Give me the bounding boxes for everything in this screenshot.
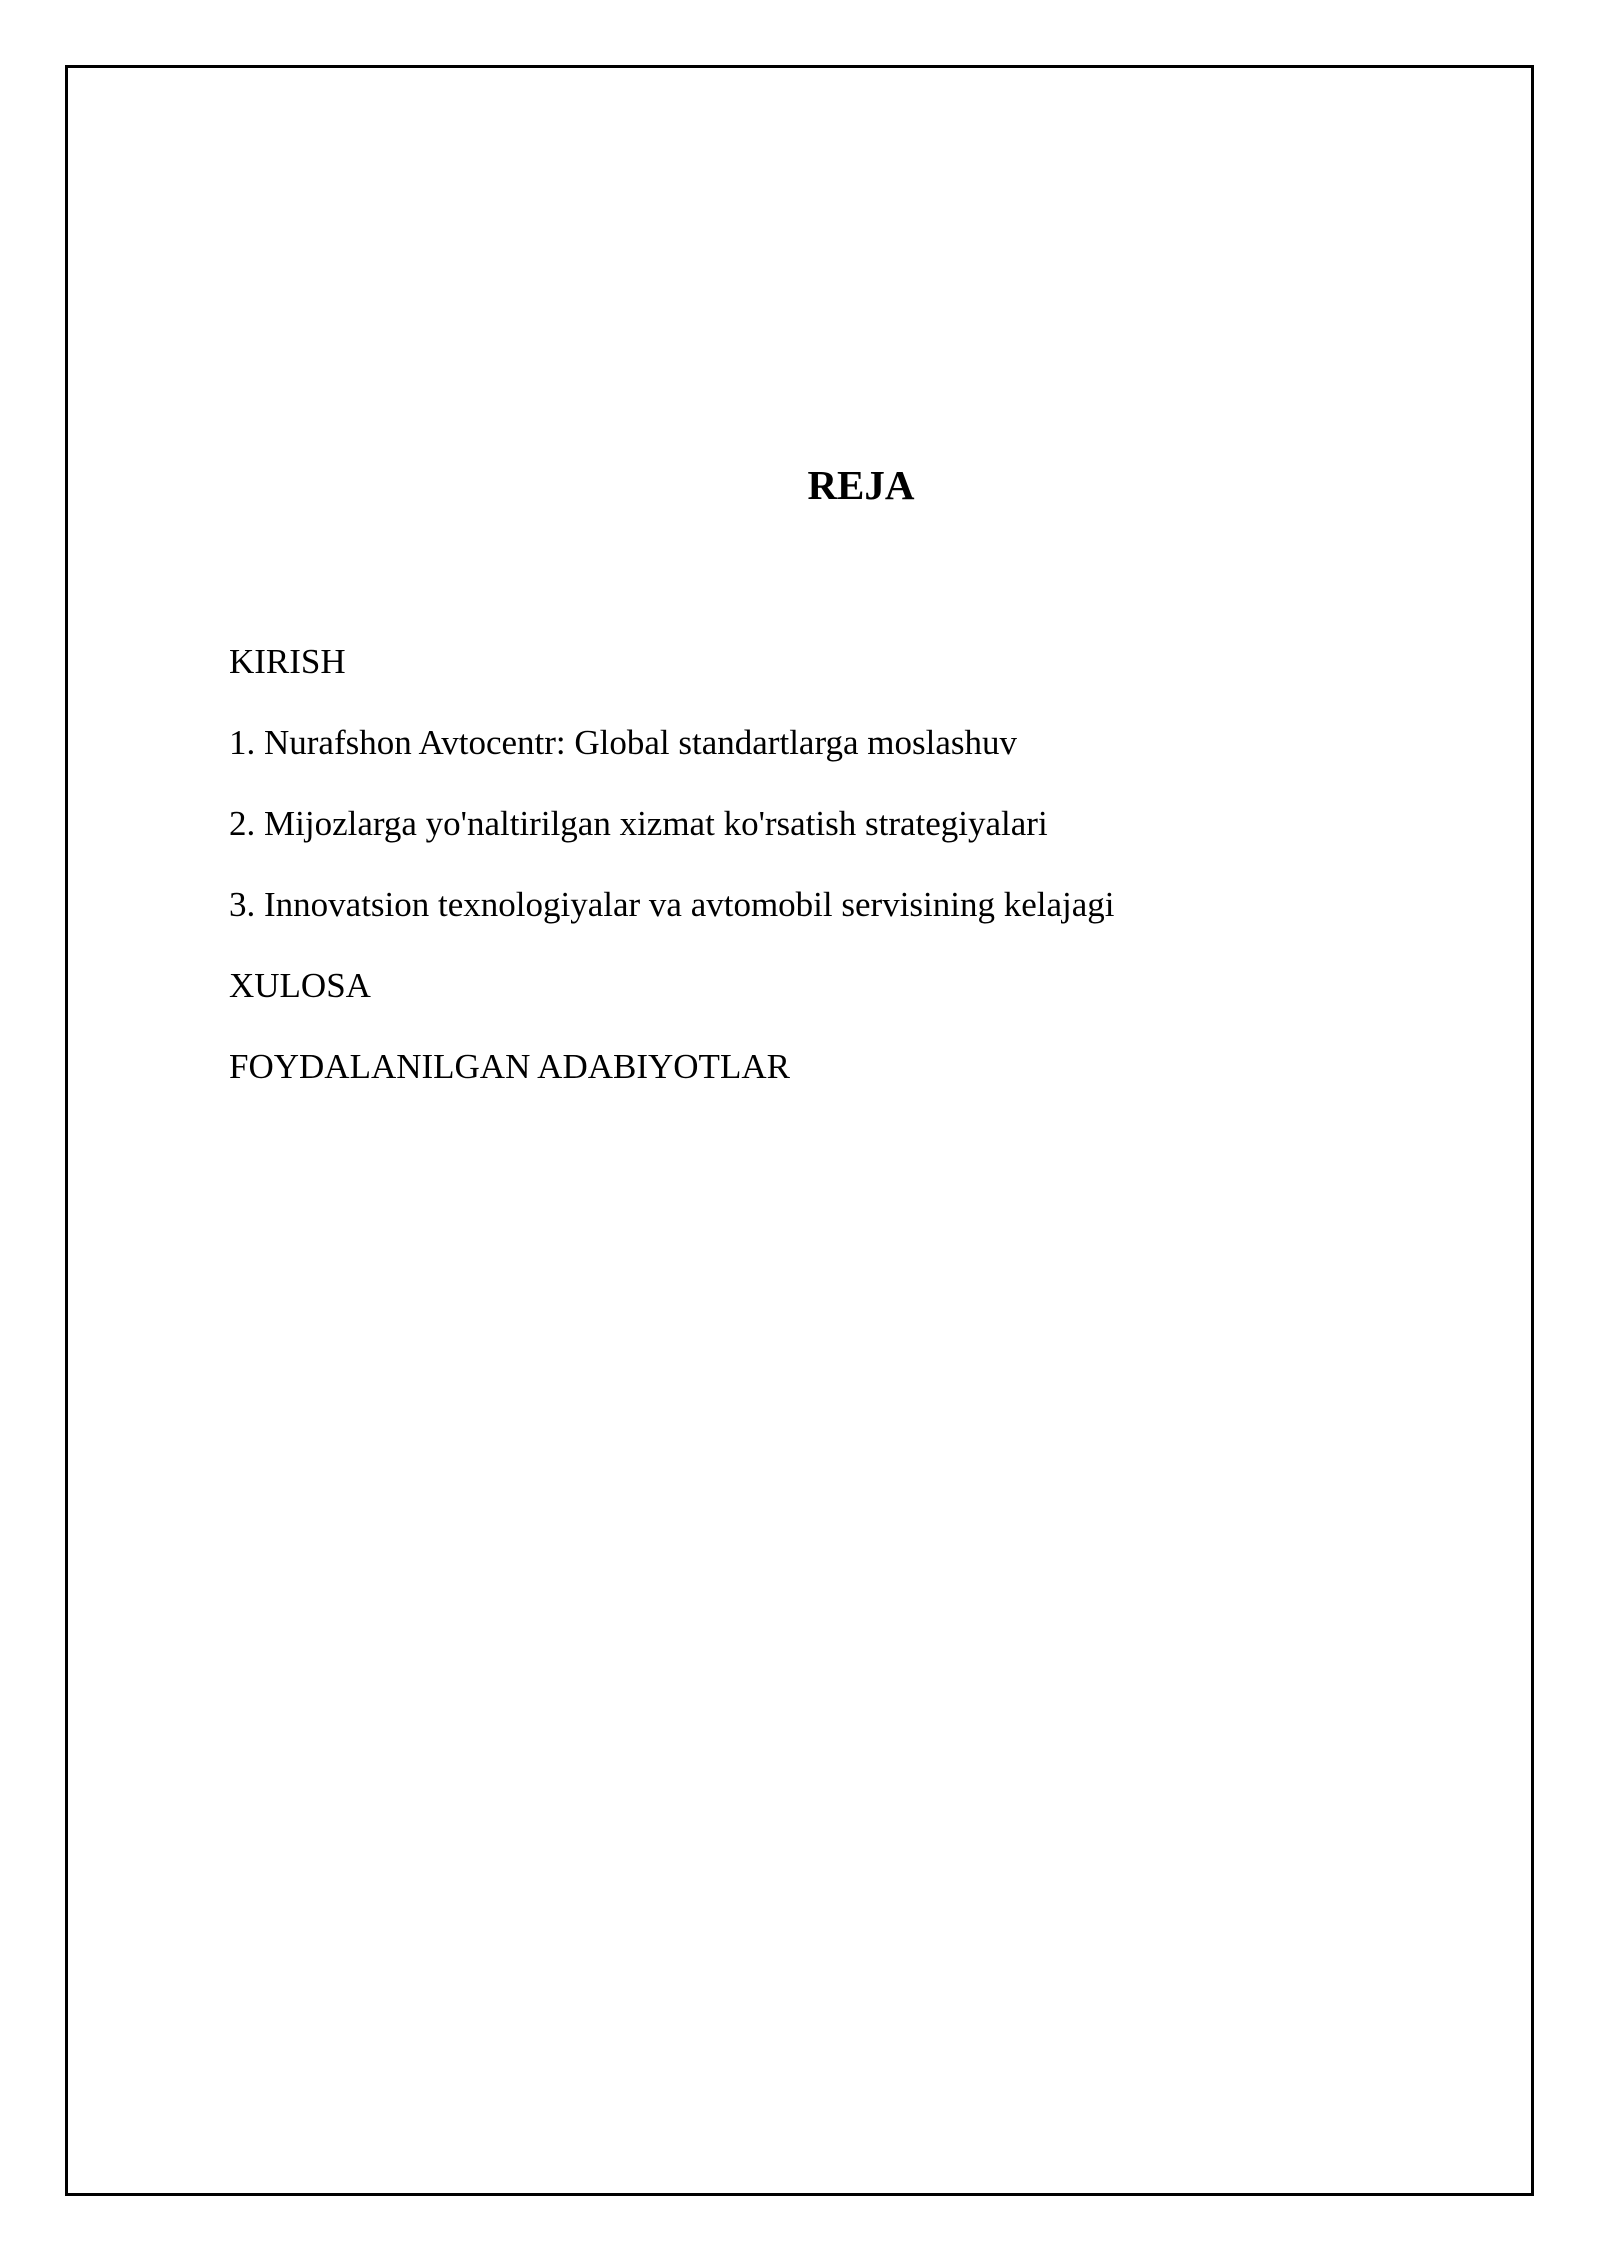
toc-item-chapter-2: 2. Mijozlarga yo'naltirilgan xizmat ko'rsatish strategiyalari: [229, 804, 1048, 843]
toc-item-chapter-1: 1. Nurafshon Avtocentr: Global standartlarga moslashuv: [229, 723, 1017, 762]
toc-item-introduction: KIRISH: [229, 642, 346, 681]
toc-item-references: FOYDALANILGAN ADABIYOTLAR: [229, 1047, 790, 1086]
table-of-contents: [229, 637, 1115, 1123]
toc-item-conclusion: XULOSA: [229, 966, 371, 1005]
toc-item-chapter-3: 3. Innovatsion texnologiyalar va avtomobil servisining kelajagi: [229, 885, 1115, 924]
page-border: [65, 65, 1534, 2196]
page-title: REJA: [807, 462, 915, 508]
